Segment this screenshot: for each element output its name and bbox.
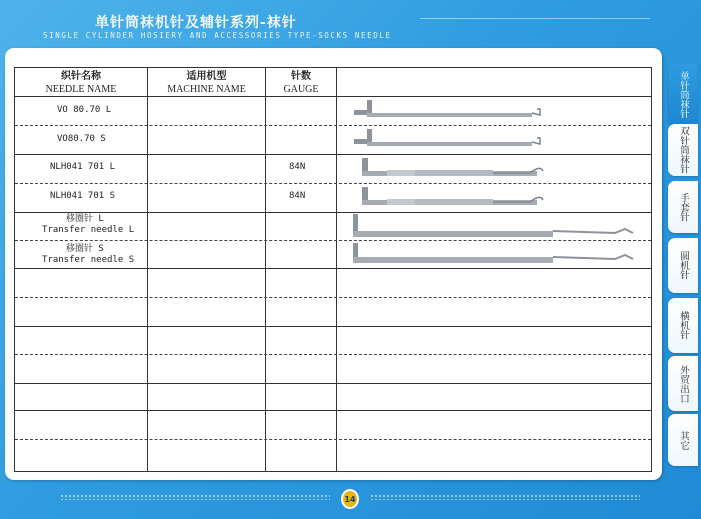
tab-circular-machine[interactable]: 圆机针 [668,238,698,293]
tab-other[interactable]: 其它 [668,414,698,466]
header-en-label: NEEDLE NAME [45,84,117,95]
row-divider [15,183,651,184]
page-title: 单针筒袜机针及辅针系列-袜针 [95,15,297,31]
group-divider [15,326,651,327]
group-divider [15,268,651,269]
group-divider [15,154,651,155]
page-header [0,0,701,46]
tab-export[interactable]: 外贸出口 [668,356,698,411]
row-divider [15,125,651,126]
page-number: 14 [341,489,359,509]
header-en-label: MACHINE NAME [167,84,246,95]
header-cn-label: 针数 [291,71,311,82]
needle-name: NLH041 701 L [50,162,116,172]
tab-glove-needles[interactable]: 手套针 [668,181,698,233]
needle-name-en: Transfer needle S [42,255,135,265]
column-header-needle-name [15,70,147,96]
needle-name: VO80.70 S [57,134,106,144]
needle-gauge: 84N [289,162,306,172]
row-divider [15,297,651,298]
header-cn-label: 适用机型 [186,71,227,82]
catalog-card [5,48,662,480]
footer-decoration [60,494,330,500]
latch-needle-long-image [345,156,550,182]
latch-needle-short-image [345,185,550,211]
group-divider [15,410,651,411]
hook-needle-short-image [345,127,545,153]
transfer-needle-long-image [345,212,645,240]
transfer-needle-short-image [345,241,645,267]
needle-name: VO 80.70 L [57,105,112,115]
group-divider [15,383,651,384]
needle-name-cn: 移圈针 L [66,214,104,224]
footer-decoration [370,494,640,500]
tab-double-cylinder-socks[interactable]: 双针筒袜针 [668,124,698,176]
header-en-label: GAUGE [283,84,319,95]
header-decoration [420,18,650,19]
column-header-machine-name [148,70,265,96]
header-divider [15,96,651,97]
hook-needle-long-image [345,98,545,124]
tab-single-cylinder-socks[interactable]: 单针筒袜针 [668,64,698,126]
needle-name-cn: 移圈针 S [66,244,104,254]
needle-gauge: 84N [289,191,306,201]
column-header-gauge [266,70,336,96]
tab-flat-machine[interactable]: 横机针 [668,298,698,353]
row-divider [15,439,651,440]
needle-table [14,67,652,472]
page-subtitle: SINGLE CYLINDER HOSIERY AND ACCESSORIES TYPE-SOCKS NEEDLE [43,31,392,40]
needle-name-en: Transfer needle L [42,225,135,235]
row-divider [15,354,651,355]
needle-name: NLH041 701 S [50,191,116,201]
header-cn-label: 织针名称 [61,71,101,82]
